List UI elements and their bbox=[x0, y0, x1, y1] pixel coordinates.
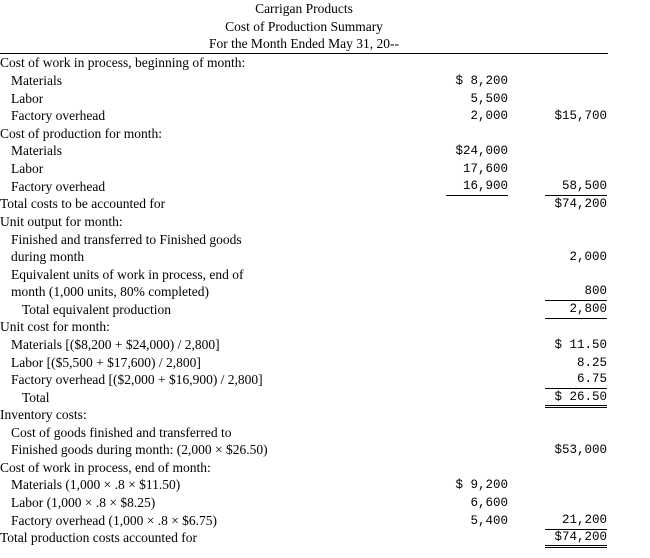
amount-col2: 6.75 bbox=[545, 371, 607, 389]
amount-col1: 16,900 bbox=[446, 178, 508, 196]
table-row bbox=[0, 266, 650, 284]
table-row bbox=[0, 283, 650, 301]
table-row bbox=[0, 90, 650, 108]
amount-col2: 8.25 bbox=[576, 356, 607, 370]
amount-col2: $ 11.50 bbox=[554, 338, 607, 352]
amount-col2: 58,500 bbox=[545, 178, 607, 196]
amount-col2: $15,700 bbox=[554, 109, 607, 123]
amount-col2: $74,200 bbox=[545, 529, 607, 548]
table-row bbox=[0, 389, 650, 407]
row-label: Labor [($5,500 + $17,600) / 2,800] bbox=[11, 355, 201, 370]
table-row bbox=[0, 318, 650, 336]
row-label: Total equivalent production bbox=[22, 302, 172, 317]
amount-col2: $74,200 bbox=[554, 197, 607, 211]
row-label: Materials bbox=[11, 73, 62, 88]
company-name: Carrigan Products bbox=[255, 1, 353, 16]
amount-col1: 2,000 bbox=[470, 109, 508, 123]
table-row bbox=[0, 529, 650, 547]
row-label: Total bbox=[22, 390, 50, 405]
amount-col1: 5,400 bbox=[470, 514, 508, 528]
row-label: Materials (1,000 × .8 × $11.50) bbox=[11, 477, 181, 492]
row-label: Factory overhead [($2,000 + $16,900) / 2,800] bbox=[11, 372, 263, 387]
row-label: Cost of work in process, beginning of month: bbox=[0, 55, 246, 70]
row-label: Finished and transferred to Finished goods bbox=[11, 232, 242, 247]
row-label: Inventory costs: bbox=[0, 407, 87, 422]
row-label: Cost of goods finished and transferred to bbox=[11, 425, 232, 440]
table-row bbox=[0, 142, 650, 160]
report-title: Cost of Production Summary bbox=[225, 19, 383, 34]
row-label: Total production costs accounted for bbox=[0, 530, 197, 545]
row-label: Factory overhead bbox=[11, 108, 106, 123]
row-label: Finished goods during month: (2,000 × $26.50) bbox=[11, 442, 268, 457]
table-row bbox=[0, 125, 650, 143]
table-row bbox=[0, 459, 650, 477]
table-row bbox=[0, 424, 650, 442]
table-row bbox=[0, 494, 650, 512]
table-row bbox=[0, 336, 650, 354]
row-label: Unit cost for month: bbox=[0, 319, 110, 334]
row-label: Materials bbox=[11, 143, 62, 158]
table-row bbox=[0, 441, 650, 459]
table-row bbox=[0, 354, 650, 372]
row-label: Equivalent units of work in process, end of bbox=[11, 267, 244, 282]
table-row bbox=[0, 213, 650, 231]
row-label: Factory overhead bbox=[11, 179, 106, 194]
table-row bbox=[0, 231, 650, 249]
amount-col2: 21,200 bbox=[545, 512, 607, 530]
amount-col2: 800 bbox=[545, 283, 607, 301]
table-row bbox=[0, 54, 650, 72]
table-row bbox=[0, 371, 650, 389]
table-row bbox=[0, 107, 650, 125]
row-label: during month bbox=[11, 249, 85, 264]
amount-col1: $ 9,200 bbox=[455, 478, 508, 492]
amount-col2: $53,000 bbox=[554, 443, 607, 457]
amount-col1: $ 8,200 bbox=[455, 74, 508, 88]
row-label: Labor bbox=[11, 91, 44, 106]
amount-col2: $ 26.50 bbox=[545, 389, 607, 408]
report-period: For the Month Ended May 31, 20-- bbox=[208, 36, 400, 51]
row-label: Labor (1,000 × .8 × $8.25) bbox=[11, 495, 156, 510]
table-row bbox=[0, 476, 650, 494]
amount-col1: $24,000 bbox=[455, 144, 508, 158]
table-row bbox=[0, 178, 650, 196]
row-label: Total costs to be accounted for bbox=[0, 196, 166, 211]
amount-col1: 6,600 bbox=[470, 496, 508, 510]
table-row bbox=[0, 195, 650, 213]
amount-col1: 17,600 bbox=[462, 162, 508, 176]
row-label: Materials [($8,200 + $24,000) / 2,800] bbox=[11, 337, 220, 352]
table-row bbox=[0, 72, 650, 90]
table-row bbox=[0, 406, 650, 424]
row-label: Cost of work in process, end of month: bbox=[0, 460, 211, 475]
table-row bbox=[0, 512, 650, 530]
row-label: Factory overhead (1,000 × .8 × $6.75) bbox=[11, 513, 218, 528]
table-row bbox=[0, 301, 650, 319]
row-label: Cost of production for month: bbox=[0, 126, 162, 141]
amount-col2: 2,800 bbox=[545, 301, 607, 319]
table-row bbox=[0, 160, 650, 178]
row-label: month (1,000 units, 80% completed) bbox=[11, 284, 209, 299]
row-label: Unit output for month: bbox=[0, 214, 123, 229]
amount-col1: 5,500 bbox=[470, 92, 508, 106]
amount-col2: 2,000 bbox=[569, 250, 607, 264]
table-row bbox=[0, 248, 650, 266]
row-label: Labor bbox=[11, 161, 44, 176]
